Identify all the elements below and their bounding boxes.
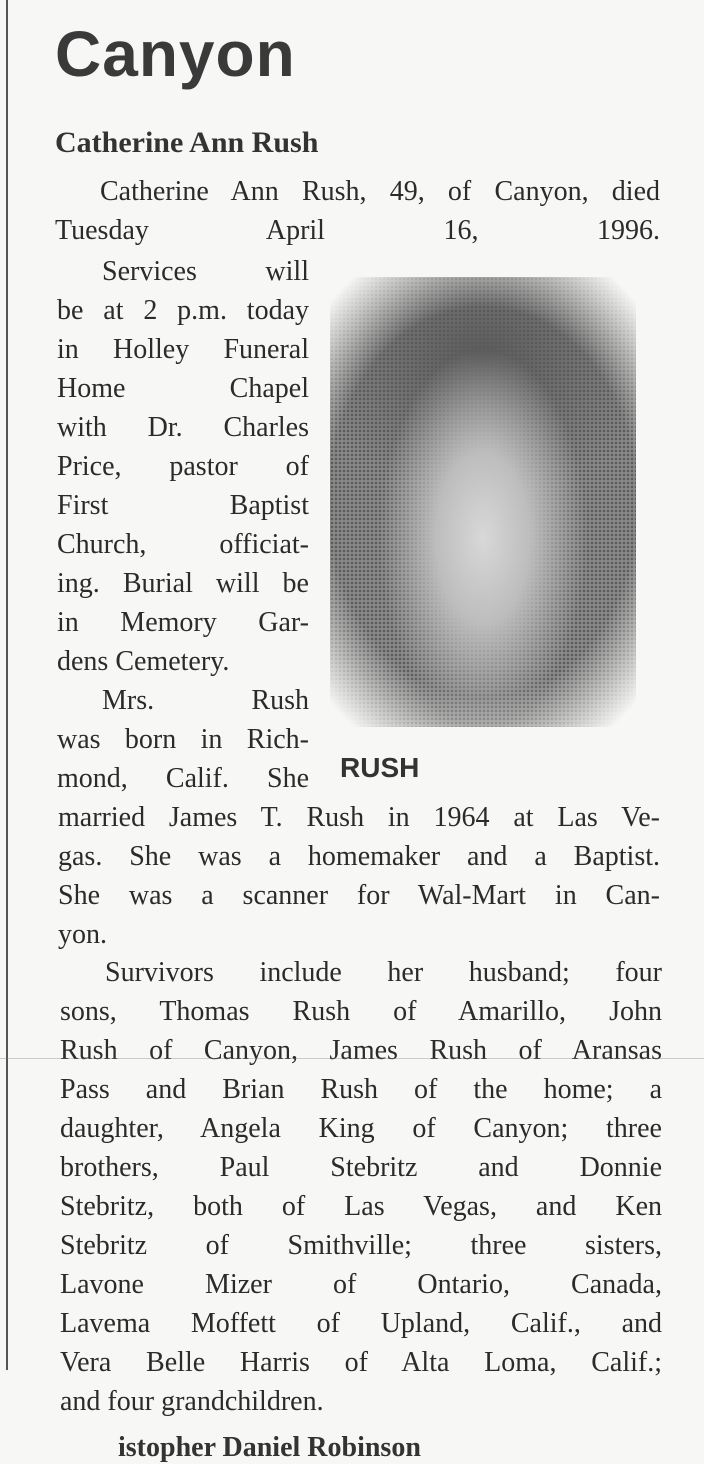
- married-line: married James T. Rush in 1964 at Las Ve-: [58, 802, 660, 833]
- survivors-line: sons, Thomas Rush of Amarillo, John: [60, 996, 662, 1027]
- survivors-line: Stebritz, both of Las Vegas, and Ken: [60, 1191, 662, 1222]
- paper-fold-line: [0, 1058, 704, 1059]
- survivors-line: Rush of Canyon, James Rush of Aransas: [60, 1035, 662, 1066]
- services-line: Price, pastor of: [57, 451, 309, 482]
- page-edge: [6, 0, 8, 1370]
- intro-text: Catherine Ann Rush, 49, of Canyon, died Tuesday April 16, 1996.: [55, 176, 660, 246]
- obituary-paragraph-survivors: [60, 953, 662, 1421]
- services-column: [57, 252, 309, 798]
- portrait-photo: [330, 277, 636, 727]
- services-line: in Holley Funeral: [57, 334, 309, 365]
- married-line: gas. She was a homemaker and a Baptist.: [58, 841, 660, 872]
- survivors-line: Vera Belle Harris of Alta Loma, Calif.;: [60, 1347, 662, 1378]
- obituary-name-heading: Catherine Ann Rush: [55, 126, 319, 159]
- next-obituary-heading-partial: istopher Daniel Robinson: [118, 1432, 421, 1463]
- photo-caption: RUSH: [340, 752, 420, 783]
- survivors-line: Stebritz of Smithville; three sisters,: [60, 1230, 662, 1261]
- section-title: Canyon: [55, 18, 296, 90]
- services-line: ing. Burial will be: [57, 568, 309, 599]
- survivors-line: Lavone Mizer of Ontario, Canada,: [60, 1269, 662, 1300]
- obituary-paragraph-intro: [55, 172, 660, 250]
- survivors-line: brothers, Paul Stebritz and Donnie: [60, 1152, 662, 1183]
- born-line: Mrs. Rush: [102, 685, 309, 716]
- survivors-line: daughter, Angela King of Canyon; three: [60, 1113, 662, 1144]
- services-line: Church, officiat-: [57, 529, 309, 560]
- married-line: She was a scanner for Wal-Mart in Can-: [58, 880, 660, 911]
- services-line: Home Chapel: [57, 373, 309, 404]
- services-line: with Dr. Charles: [57, 412, 309, 443]
- survivors-line: Survivors include her husband; four: [105, 957, 662, 988]
- married-line: yon.: [58, 919, 107, 950]
- born-line: was born in Rich-: [57, 724, 309, 755]
- services-line: in Memory Gar-: [57, 607, 309, 638]
- obituary-paragraph-married: [58, 798, 660, 954]
- survivors-line: Pass and Brian Rush of the home; a: [60, 1074, 662, 1105]
- survivors-line: Lavema Moffett of Upland, Calif., and: [60, 1308, 662, 1339]
- services-line: be at 2 p.m. today: [57, 295, 309, 326]
- survivors-line: and four grandchildren.: [60, 1386, 324, 1417]
- born-line: mond, Calif. She: [57, 763, 309, 794]
- services-line: Services will: [102, 256, 309, 287]
- services-line: dens Cemetery.: [57, 646, 230, 677]
- services-line: First Baptist: [57, 490, 309, 521]
